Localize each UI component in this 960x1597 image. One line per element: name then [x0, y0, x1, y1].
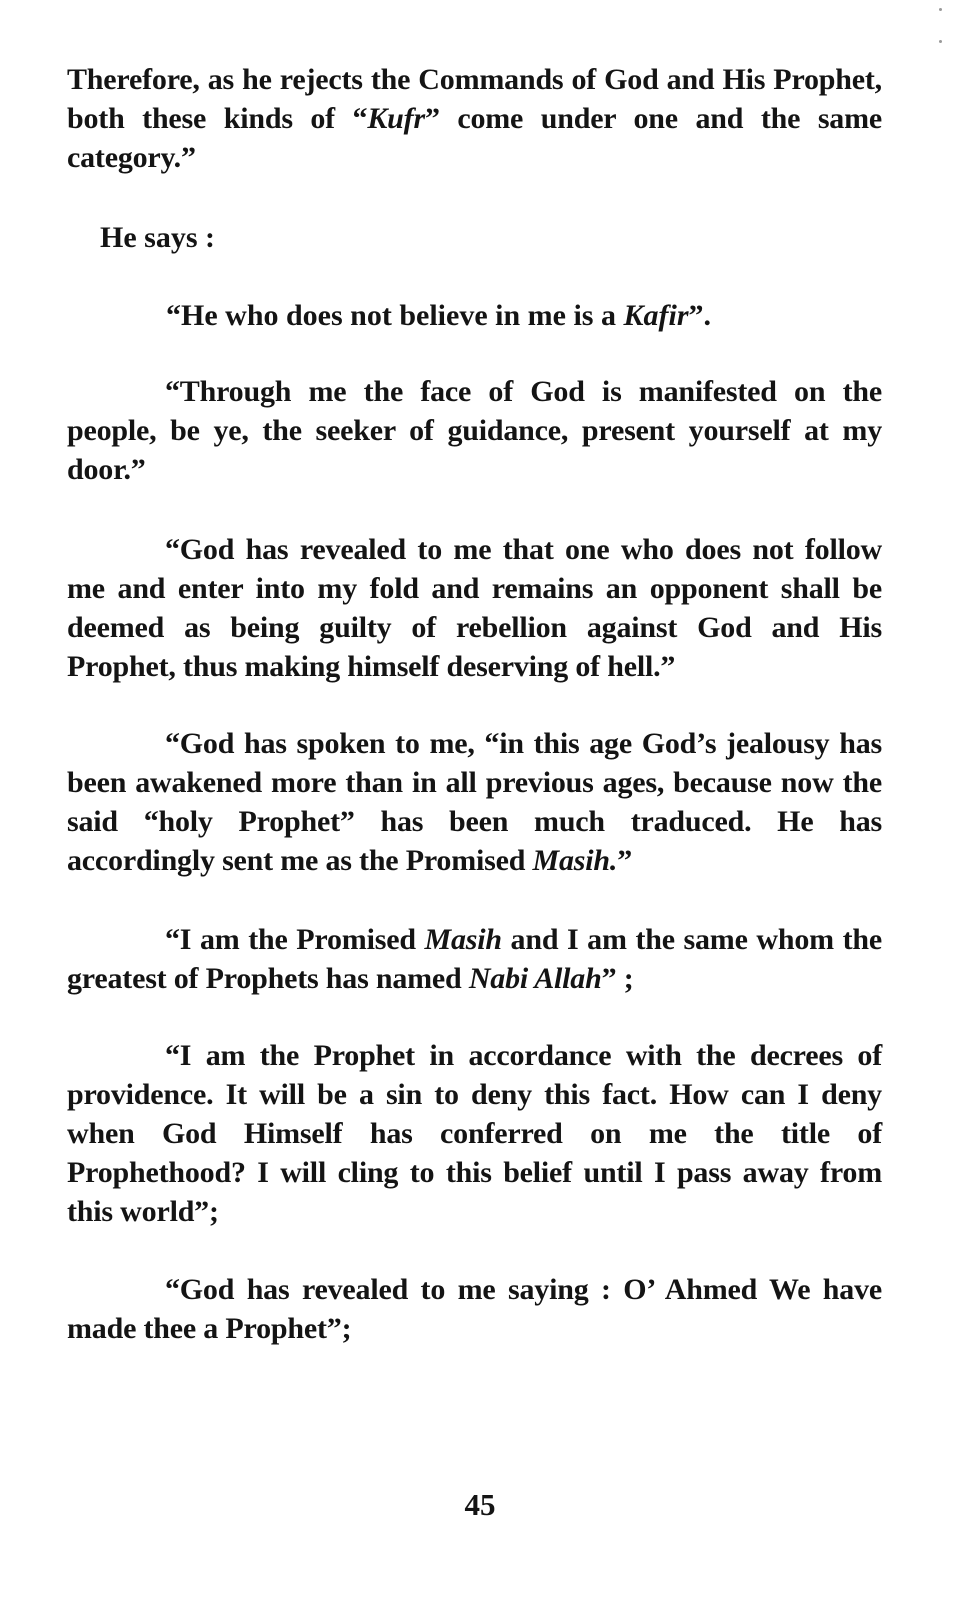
paragraph-kafir-text-end: ”. [688, 299, 712, 332]
term-masih: Masih. [532, 844, 618, 877]
term-kufr: Kufr [367, 102, 425, 135]
paragraph-rebellion: “God has revealed to me that one who does not follow me and enter into my fold and remains an opponent shall be deemed as being guilty of rebellion against God and His Prophet, thus making himself deserving of hell.” [67, 533, 882, 683]
paragraph-providence: “I am the Prophet in accordance with the decrees of providence. It will be a sin to deny this fact. How can I deny when God Himself has conferred on me the title of Prophethood? I will cling to this belief until I pass away from this world”; [67, 1039, 882, 1228]
paragraph-jealousy [67, 724, 882, 880]
he-says-line: He says : [100, 221, 215, 254]
page-number: 45 [464, 1487, 496, 1522]
paragraph-kafir [166, 296, 711, 335]
term-masih-2: Masih [424, 923, 502, 956]
paragraph-masih-text-end: ” ; [601, 962, 634, 995]
paragraph-masih-text-middle: and I am the same whom the greatest of Prophets has named [67, 923, 882, 995]
paragraph-jealousy-text: “God has spoken to me, “in this age God’s jealousy has been awakened more than in all previous ages, because now the said “holy Prophet” has been much traduced. He has accordingly sent me as the Promised [67, 727, 882, 877]
term-nabi-allah: Nabi Allah [468, 962, 602, 995]
paragraph-promised-masih [67, 920, 882, 998]
scan-speck [939, 8, 942, 11]
term-kafir: Kafir [623, 299, 689, 332]
paragraph-kufr-text-start: Therefore, as he rejects the Commands of God and His Prophet, both these kinds of “ [67, 63, 882, 135]
paragraph-kafir-text-start: “He who does not believe in me is a [166, 299, 624, 332]
paragraph-kufr-text-end: ” come under one and the same category.” [67, 102, 882, 174]
paragraph-jealousy-text-end: ” [617, 844, 633, 877]
scan-speck [939, 40, 942, 43]
paragraph-masih-text-start: “I am the Promised [165, 923, 425, 956]
paragraph-face-of-god: “Through me the face of God is manifested on the people, be ye, the seeker of guidance, present yourself at my door.” [67, 375, 882, 486]
paragraph-kufr [67, 60, 882, 177]
paragraph-ahmed: “God has revealed to me saying : O’ Ahmed We have made thee a Prophet”; [67, 1273, 882, 1345]
